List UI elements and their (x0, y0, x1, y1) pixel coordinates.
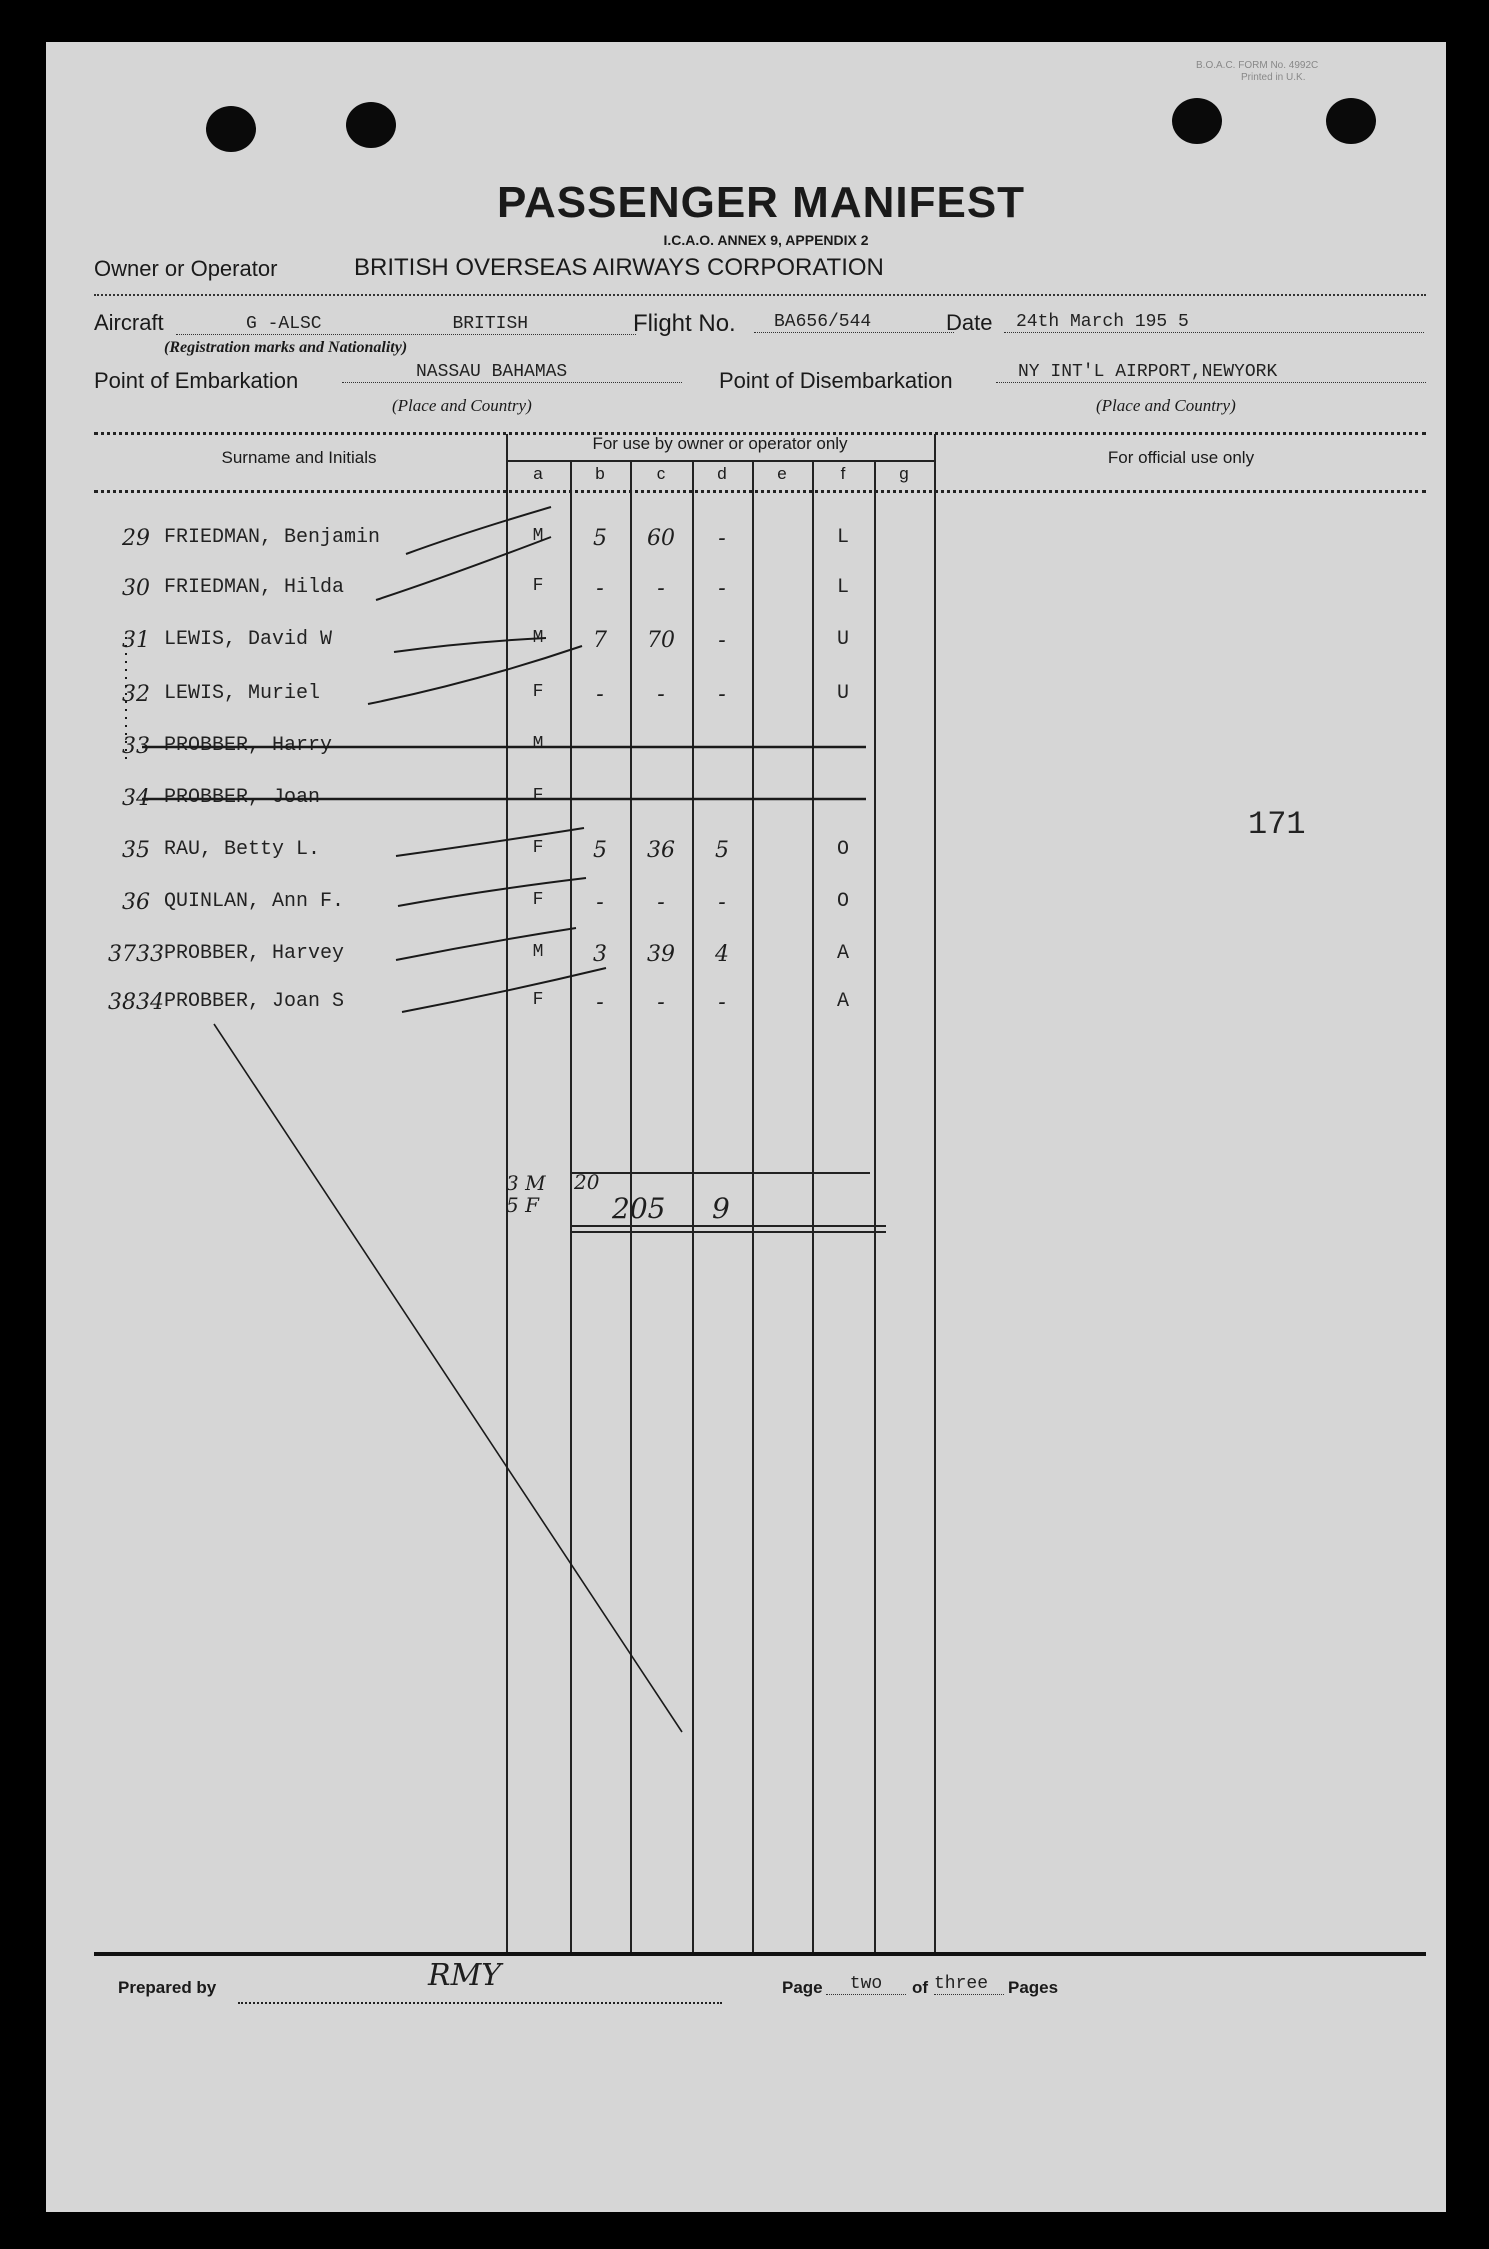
cell-d: 5 (715, 838, 729, 863)
cell-name: FRIEDMAN, Benjamin (164, 526, 381, 549)
cell-c: - (657, 990, 665, 1015)
cell-a: M (532, 628, 544, 648)
cell-d: - (718, 526, 726, 551)
page-label: Page (782, 1978, 823, 1997)
check-stroke (406, 507, 551, 554)
cell-a: F (532, 786, 544, 806)
cell-num: 3834 (108, 990, 164, 1015)
column-header-d: d (717, 464, 727, 483)
cell-name: LEWIS, Muriel (164, 682, 321, 705)
cell-a: F (532, 838, 544, 858)
cell-a: F (532, 990, 544, 1010)
total-male: 3 M (506, 1171, 546, 1195)
date-value: 24th March 195 5 (1004, 312, 1424, 333)
cell-a: M (532, 734, 544, 754)
form-number: B.O.A.C. FORM No. 4992C (1196, 60, 1319, 71)
cell-d: - (718, 890, 726, 915)
cell-a: M (532, 942, 544, 962)
cell-f: U (836, 628, 849, 651)
cell-a: F (532, 890, 544, 910)
cell-b: - (596, 682, 604, 707)
aircraft-note: (Registration marks and Nationality) (164, 339, 408, 356)
check-stroke (394, 638, 546, 652)
cell-d: - (718, 990, 726, 1015)
cell-f: O (836, 890, 849, 913)
disembarkation-value: NY INT'L AIRPORT,NEWYORK (996, 362, 1426, 383)
check-stroke (368, 646, 582, 704)
cell-name: PROBBER, Harvey (164, 942, 345, 965)
disembarkation-note: (Place and Country) (1096, 396, 1236, 415)
check-stroke (396, 828, 584, 856)
total-b: 20 (574, 1170, 600, 1194)
cell-b: - (596, 890, 604, 915)
header-surname: Surname and Initials (221, 448, 377, 467)
page-total: three (934, 1974, 1004, 1995)
cell-num: 31 (122, 628, 150, 653)
column-header-b: b (595, 464, 605, 483)
flight-label: Flight No. (633, 310, 736, 337)
total-d: 9 (712, 1192, 730, 1225)
cell-c: - (657, 576, 665, 601)
cell-c: - (657, 682, 665, 707)
cell-c: 36 (647, 838, 675, 863)
cell-name: LEWIS, David W (164, 628, 333, 651)
cell-b: - (596, 990, 604, 1015)
cell-name: PROBBER, Harry (164, 734, 333, 757)
column-header-a: a (533, 464, 543, 483)
total-female: 5 F (506, 1193, 539, 1217)
cell-f: A (836, 942, 849, 965)
owner-label: Owner or Operator (94, 256, 278, 281)
cell-num: 30 (122, 576, 150, 601)
page-subtitle: I.C.A.O. ANNEX 9, APPENDIX 2 (663, 232, 869, 248)
cell-f: L (836, 576, 849, 599)
cell-num: 34 (122, 786, 150, 811)
cell-name: PROBBER, Joan S (164, 990, 345, 1013)
cell-num: 29 (122, 526, 150, 551)
page-current: two (826, 1974, 906, 1995)
cell-name: RAU, Betty L. (164, 838, 321, 861)
signature: RMY (428, 1958, 502, 1993)
column-header-f: f (840, 464, 846, 483)
cell-name: QUINLAN, Ann F. (164, 890, 345, 913)
cell-a: F (532, 682, 544, 702)
embarkation-label: Point of Embarkation (94, 368, 299, 393)
pen-marks (46, 42, 1446, 2212)
cell-b: 5 (593, 838, 607, 863)
void-line (214, 1024, 682, 1732)
owner-value: BRITISH OVERSEAS AIRWAYS CORPORATION (354, 254, 884, 281)
prepared-by-label: Prepared by (118, 1978, 217, 1997)
cell-b: 5 (593, 526, 607, 551)
cell-c: 60 (647, 526, 675, 551)
cell-num: 35 (122, 838, 150, 863)
embarkation-value: NASSAU BAHAMAS (342, 362, 682, 383)
aircraft-nationality: BRITISH (452, 314, 529, 334)
embarkation-note: (Place and Country) (392, 396, 532, 415)
cell-a: M (532, 526, 544, 546)
cell-name: FRIEDMAN, Hilda (164, 576, 345, 599)
cell-b: 3 (593, 942, 607, 967)
cell-b: - (596, 576, 604, 601)
cell-a: F (532, 576, 544, 596)
page-title: PASSENGER MANIFEST (496, 178, 1026, 227)
column-header-e: e (777, 464, 787, 483)
check-stroke (398, 878, 586, 906)
disembarkation-label: Point of Disembarkation (719, 368, 953, 393)
manifest-sheet (46, 42, 1446, 2212)
column-header-c: c (656, 464, 666, 483)
column-header-g: g (899, 464, 909, 483)
cell-d: - (718, 682, 726, 707)
header-official: For official use only (1107, 448, 1255, 467)
total-c: 205 (612, 1192, 666, 1225)
cell-d: - (718, 628, 726, 653)
check-stroke (402, 968, 606, 1012)
header-owner-group: For use by owner or operator only (592, 434, 848, 453)
cell-c: - (657, 890, 665, 915)
official-number: 171 (1248, 806, 1306, 843)
cell-num: 36 (122, 890, 150, 915)
check-stroke (396, 928, 576, 960)
cell-num: 3733 (108, 942, 164, 967)
cell-f: U (836, 682, 849, 705)
cell-name: PROBBER, Joan (164, 786, 321, 809)
cell-c: 39 (647, 942, 675, 967)
printed-in: Printed in U.K. (1241, 72, 1306, 83)
date-label: Date (946, 310, 993, 335)
cell-num: 32 (122, 682, 150, 707)
cell-d: 4 (715, 942, 729, 967)
cell-f: O (836, 838, 849, 861)
cell-d: - (718, 576, 726, 601)
flight-value: BA656/544 (754, 312, 954, 333)
cell-c: 70 (647, 628, 675, 653)
page-of: of (912, 1978, 929, 1997)
cell-b: 7 (593, 628, 607, 653)
cell-num: 33 (122, 734, 150, 759)
aircraft-label: Aircraft (94, 310, 164, 335)
page-suffix: Pages (1008, 1978, 1059, 1997)
check-stroke (376, 537, 551, 600)
cell-f: A (836, 990, 849, 1013)
cell-f: L (836, 526, 849, 549)
aircraft-registration: G -ALSC (246, 314, 322, 334)
